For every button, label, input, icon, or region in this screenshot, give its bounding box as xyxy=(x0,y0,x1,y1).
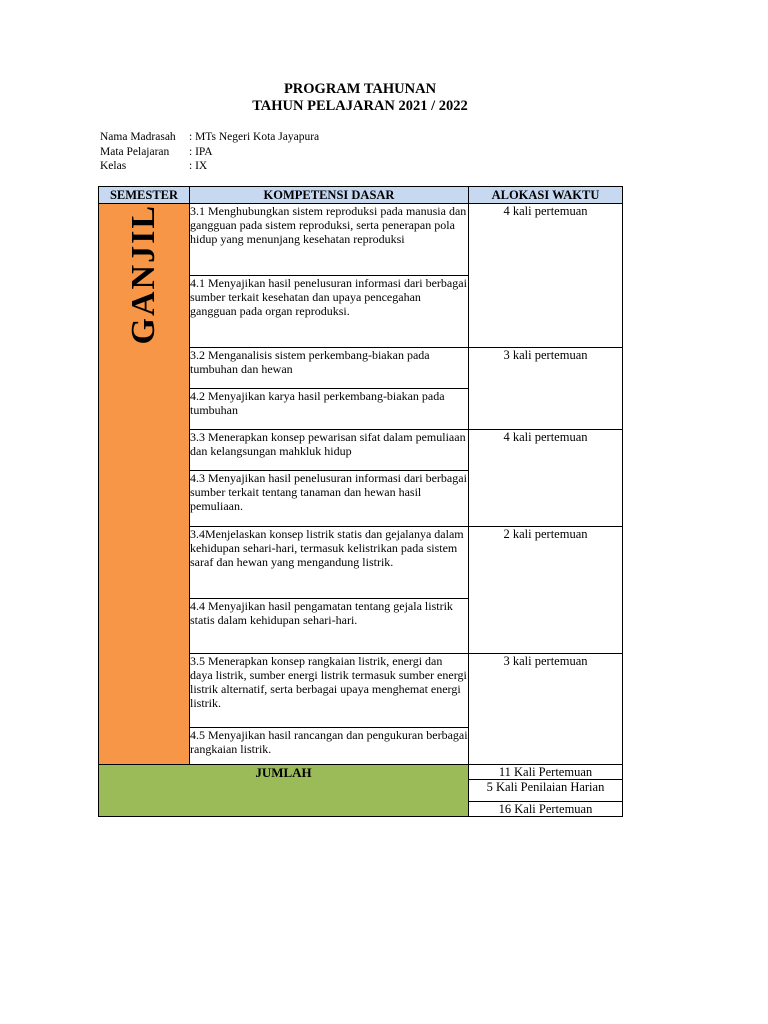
info-value: : IPA xyxy=(189,145,213,158)
table-header-row xyxy=(99,187,623,204)
kd-cell: 4.1 Menyajikan hasil penelusuran informasi dari berbagai sumber terkait kesehatan dan upaya pencegahan gangguan pada organ reproduksi. xyxy=(190,276,469,348)
info-row-madrasah xyxy=(100,130,319,145)
kd-cell: 4.3 Menyajikan hasil penelusuran informasi dari berbagai sumber terkait tentang tanaman dan hewan hasil pemuliaan. xyxy=(190,471,469,527)
page-title: PROGRAM TAHUNAN xyxy=(283,81,437,97)
info-label: Kelas xyxy=(100,160,127,173)
kd-cell: 3.2 Menganalisis sistem perkembang-biakan pada tumbuhan dan hewan xyxy=(190,348,469,389)
summary-cell: 5 Kali Penilaian Harian xyxy=(469,780,623,802)
alokasi-cell: 4 kali pertemuan xyxy=(469,430,623,527)
summary-cell: 11 Kali Pertemuan xyxy=(469,765,623,780)
kd-cell: 3.4Menjelaskan konsep listrik statis dan gejalanya dalam kehidupan sehari-hari, termasuk kelistrikan pada sistem saraf dan hewan yang mengandung listrik. xyxy=(190,527,469,599)
semester-label: GANJIL xyxy=(125,204,162,345)
info-label: Nama Madrasah xyxy=(100,131,176,143)
kd-cell: 3.1 Menghubungkan sistem reproduksi pada manusia dan gangguan pada sistem reproduksi, serta penerapan pola hidup yang menunjang kesehatan reproduksi xyxy=(190,204,469,276)
info-value: : MTs Negeri Kota Jayapura xyxy=(189,131,320,143)
info-block xyxy=(100,130,319,174)
kd-cell: 3.3 Menerapkan konsep pewarisan sifat dalam pemuliaan dan kelangsungan mahkluk hidup xyxy=(190,430,469,471)
alokasi-cell: 3 kali pertemuan xyxy=(469,654,623,765)
page-subtitle: TAHUN PELAJARAN 2021 / 2022 xyxy=(252,98,468,114)
header-semester: SEMESTER xyxy=(99,187,190,204)
summary-row xyxy=(99,765,623,780)
info-label: Mata Pelajaran xyxy=(100,145,170,158)
info-value: : IX xyxy=(189,160,208,173)
alokasi-cell: 2 kali pertemuan xyxy=(469,527,623,654)
semester-cell xyxy=(99,204,190,765)
alokasi-cell: 3 kali pertemuan xyxy=(469,348,623,430)
summary-cell: 16 Kali Pertemuan xyxy=(469,802,623,817)
table-row xyxy=(99,204,623,276)
header-alokasi: ALOKASI WAKTU xyxy=(469,187,623,204)
kd-cell: 4.4 Menyajikan hasil pengamatan tentang gejala listrik statis dalam kehidupan sehari-hari. xyxy=(190,599,469,654)
info-row-mapel xyxy=(100,145,319,160)
kd-cell: 4.2 Menyajikan karya hasil perkembang-biakan pada tumbuhan xyxy=(190,389,469,430)
kd-cell: 3.5 Menerapkan konsep rangkaian listrik, energi dan daya listrik, sumber energi listrik termasuk sumber energi listrik alternatif, serta berbagai upaya menghemat energi listrik. xyxy=(190,654,469,728)
alokasi-cell: 4 kali pertemuan xyxy=(469,204,623,348)
program-table xyxy=(98,186,623,817)
info-row-kelas xyxy=(100,159,319,174)
header-kompetensi: KOMPETENSI DASAR xyxy=(190,187,469,204)
jumlah-cell: JUMLAH xyxy=(99,765,469,817)
kd-cell: 4.5 Menyajikan hasil rancangan dan pengukuran berbagai rangkaian listrik. xyxy=(190,728,469,765)
